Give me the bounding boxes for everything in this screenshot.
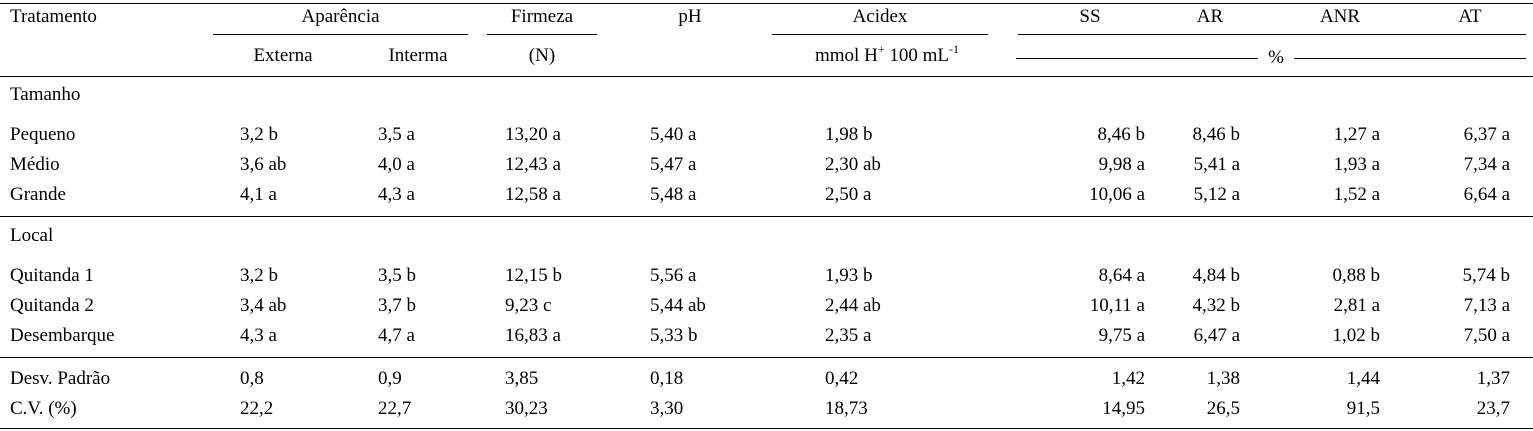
cell-anr: 0,88 b <box>1332 265 1380 286</box>
acidex-unit-mid: 100 mL <box>884 45 949 66</box>
stat-at: 1,37 <box>1476 368 1510 389</box>
cell-ph: 5,48 a <box>650 184 697 205</box>
stat-aparencia-externa: 0,8 <box>240 368 264 389</box>
cell-aparencia-interna: 3,5 b <box>378 265 416 286</box>
header-firmeza-unit: (N) <box>528 45 556 66</box>
cell-at: 7,13 a <box>1463 295 1510 316</box>
cell-aparencia-interna: 3,7 b <box>378 295 416 316</box>
row-label: Pequeno <box>10 124 76 145</box>
cell-aparencia-interna: 4,0 a <box>378 154 415 175</box>
cell-at: 7,34 a <box>1463 154 1510 175</box>
cell-ss: 10,06 a <box>1089 184 1145 205</box>
aparencia-underline <box>213 34 468 35</box>
cell-ar: 4,84 b <box>1192 265 1240 286</box>
cell-acidex: 1,98 b <box>825 124 873 145</box>
cell-ph: 5,40 a <box>650 124 697 145</box>
cell-ph: 5,56 a <box>650 265 697 286</box>
acidex-underline <box>772 34 988 35</box>
stat-anr: 91,5 <box>1346 398 1380 419</box>
group-title: Local <box>10 225 54 246</box>
cell-firmeza: 9,23 c <box>505 295 552 316</box>
cell-anr: 2,81 a <box>1333 295 1380 316</box>
cell-aparencia-interna: 4,3 a <box>378 184 415 205</box>
cell-acidex: 2,35 a <box>825 325 872 346</box>
cell-acidex: 2,44 ab <box>825 295 881 316</box>
acidex-unit-base: mmol H <box>815 45 878 66</box>
cell-ar: 5,41 a <box>1193 154 1240 175</box>
cell-anr: 1,02 b <box>1332 325 1380 346</box>
cell-ph: 5,33 b <box>650 325 698 346</box>
stat-ar: 26,5 <box>1206 398 1240 419</box>
cell-aparencia-externa: 3,4 ab <box>240 295 287 316</box>
stat-ss: 1,42 <box>1111 368 1145 389</box>
firmeza-underline <box>487 34 597 35</box>
row-label: Grande <box>10 184 66 205</box>
header-interna: Interma <box>388 45 448 66</box>
stat-firmeza: 3,85 <box>505 368 539 389</box>
stat-aparencia-interna: 22,7 <box>378 398 412 419</box>
cell-acidex: 1,93 b <box>825 265 873 286</box>
stat-at: 23,7 <box>1476 398 1510 419</box>
cell-at: 5,74 b <box>1462 265 1510 286</box>
stat-ph: 0,18 <box>650 368 684 389</box>
cell-anr: 1,27 a <box>1333 124 1380 145</box>
header-at: AT <box>1458 6 1482 27</box>
header-acidex: Acidex <box>852 6 908 27</box>
percent-rule-left <box>1016 58 1258 59</box>
cell-ss: 8,64 a <box>1098 265 1145 286</box>
cell-aparencia-externa: 3,6 ab <box>240 154 287 175</box>
header-ph: pH <box>678 6 702 27</box>
header-ss: SS <box>1079 6 1101 27</box>
ss-at-underline <box>1018 34 1526 35</box>
cell-firmeza: 13,20 a <box>505 124 561 145</box>
cell-ar: 6,47 a <box>1193 325 1240 346</box>
cell-at: 6,37 a <box>1463 124 1510 145</box>
group-title: Tamanho <box>10 84 81 105</box>
row-label: Desembarque <box>10 325 115 346</box>
cell-ar: 4,32 b <box>1192 295 1240 316</box>
stat-aparencia-externa: 22,2 <box>240 398 274 419</box>
cell-aparencia-externa: 3,2 b <box>240 265 278 286</box>
stat-acidex: 0,42 <box>825 368 859 389</box>
cell-firmeza: 16,83 a <box>505 325 561 346</box>
stat-anr: 1,44 <box>1346 368 1380 389</box>
group-separator-rule <box>0 216 1533 217</box>
stat-ss: 14,95 <box>1102 398 1145 419</box>
stats-separator-rule <box>0 357 1533 358</box>
cell-ar: 8,46 b <box>1192 124 1240 145</box>
cell-firmeza: 12,58 a <box>505 184 561 205</box>
cell-aparencia-interna: 3,5 a <box>378 124 415 145</box>
cell-at: 6,64 a <box>1463 184 1510 205</box>
header-ar: AR <box>1196 6 1224 27</box>
cell-ss: 8,46 b <box>1097 124 1145 145</box>
header-bottom-rule <box>0 76 1533 77</box>
bottom-rule <box>0 428 1533 429</box>
row-label: Médio <box>10 154 60 175</box>
header-firmeza: Firmeza <box>510 6 574 27</box>
cell-ss: 9,98 a <box>1098 154 1145 175</box>
cell-ss: 10,11 a <box>1089 295 1145 316</box>
header-tratamento: Tratamento <box>10 6 97 27</box>
cell-at: 7,50 a <box>1463 325 1510 346</box>
top-rule <box>0 3 1533 4</box>
cell-anr: 1,52 a <box>1333 184 1380 205</box>
cell-acidex: 2,50 a <box>825 184 872 205</box>
cell-ph: 5,44 ab <box>650 295 706 316</box>
cell-ar: 5,12 a <box>1193 184 1240 205</box>
stat-label: Desv. Padrão <box>10 368 111 389</box>
cell-anr: 1,93 a <box>1333 154 1380 175</box>
cell-ph: 5,47 a <box>650 154 697 175</box>
header-externa: Externa <box>253 45 313 66</box>
header-aparencia: Aparência <box>301 6 380 27</box>
cell-aparencia-interna: 4,7 a <box>378 325 415 346</box>
cell-aparencia-externa: 3,2 b <box>240 124 278 145</box>
cell-aparencia-externa: 4,1 a <box>240 184 277 205</box>
percent-rule-right <box>1294 58 1526 59</box>
cell-aparencia-externa: 4,3 a <box>240 325 277 346</box>
stat-firmeza: 30,23 <box>505 398 548 419</box>
stat-acidex: 18,73 <box>825 398 868 419</box>
header-anr: ANR <box>1319 6 1361 27</box>
stat-label: C.V. (%) <box>10 398 77 419</box>
acidex-unit-sup1: + <box>877 42 885 56</box>
header-percent: % <box>1268 47 1284 68</box>
acidex-unit-sup2: -1 <box>948 42 959 56</box>
header-acidex-unit <box>772 44 1002 69</box>
cell-firmeza: 12,15 b <box>505 265 562 286</box>
stat-ar: 1,38 <box>1206 368 1240 389</box>
row-label: Quitanda 1 <box>10 265 94 286</box>
cell-ss: 9,75 a <box>1098 325 1145 346</box>
row-label: Quitanda 2 <box>10 295 94 316</box>
stat-ph: 3,30 <box>650 398 684 419</box>
cell-acidex: 2,30 ab <box>825 154 881 175</box>
cell-firmeza: 12,43 a <box>505 154 561 175</box>
stat-aparencia-interna: 0,9 <box>378 368 402 389</box>
